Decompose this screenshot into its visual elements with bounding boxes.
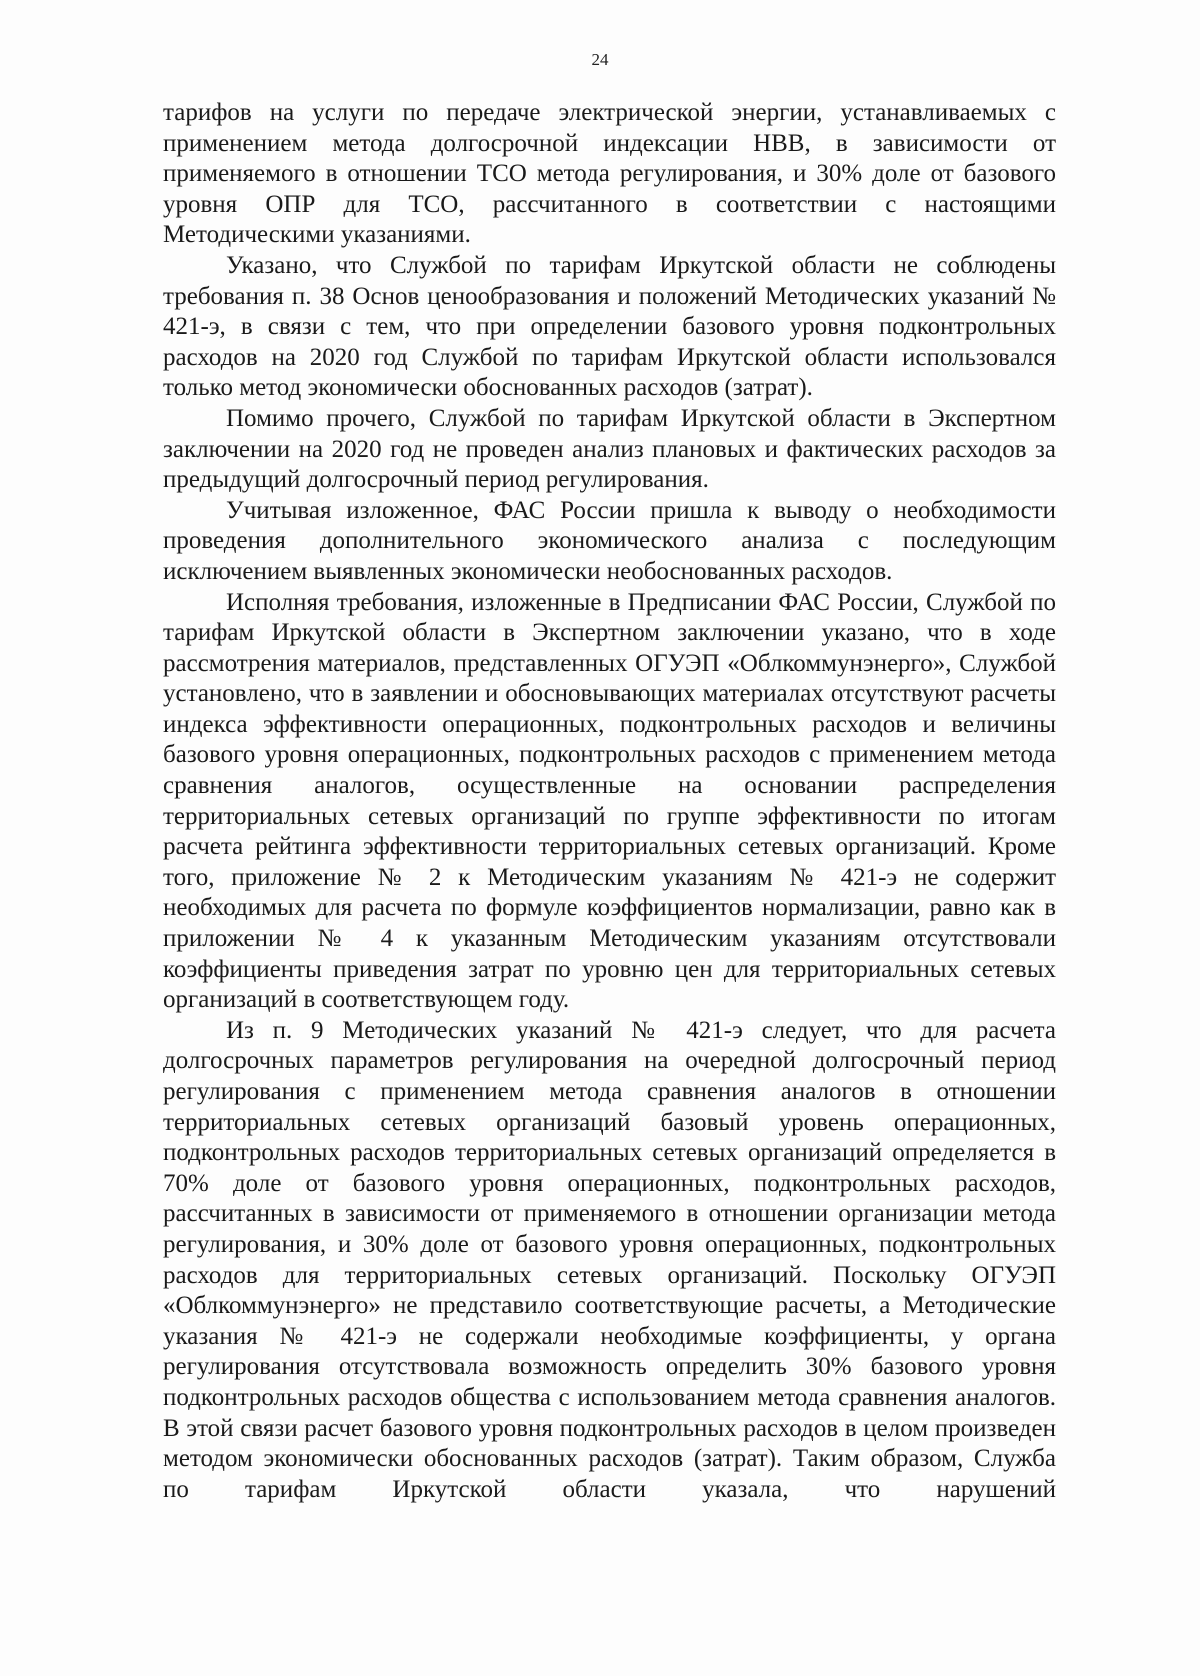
paragraph-analysis-missing: Помимо прочего, Службой по тарифам Иркутской области в Экспертном заключении на 2020 год не проведен анализ плановых и фактических расходов за предыдущий долгосрочный период регулирования.	[163, 404, 1056, 494]
paragraph-continuation: тарифов на услуги по передаче электрической энергии, устанавливаемых с применением метода долгосрочной индексации НВВ, в зависимости от применяемого в отношении ТСО метода регулирования, и 30% доле от базового уровня ОПР для ТСО, рассчитанного в соответствии с настоящими Методическими указаниями.	[163, 99, 1056, 249]
paragraph-violation-noted: Указано, что Службой по тарифам Иркутской области не соблюдены требования п. 38 Основ ценообразования и положений Методических указаний № 421-э, в связи с тем, что при определении базового уровня подконтрольных расходов на 2020 год Службой по тарифам Иркутской области использовался только метод экономически обоснованных расходов (затрат).	[163, 251, 1056, 402]
page-number: 24	[591, 50, 609, 69]
document-body	[163, 98, 1056, 1505]
paragraph-methodology-clause-9: Из п. 9 Методических указаний № 421-э следует, что для расчета долгосрочных параметров регулирования на очередной долгосрочный период регулирования с применением метода сравнения аналогов в отношении территориальных сетевых организаций базовый уровень операционных, подконтрольных расходов территориальных сетевых организаций определяется в 70% доле от базового уровня операционных, подконтрольных расходов, рассчитанных в зависимости от применяемого в отношении организации метода регулирования, и 30% доле от базового уровня операционных, подконтрольных расходов для территориальных сетевых организаций. Поскольку ОГУЭП «Облкоммунэнерго» не представило соответствующие расчеты, а Методические указания № 421-э не содержали необходимые коэффициенты, у органа регулирования отсутствовала возможность определить 30% базового уровня подконтрольных расходов общества с использованием метода сравнения аналогов. В этой связи расчет базового уровня подконтрольных расходов в целом произведен методом экономически обоснованных расходов (затрат). Таким образом, Служба по тарифам Иркутской области указала, что нарушений	[163, 1016, 1056, 1503]
paragraph-prescription-execution: Исполняя требования, изложенные в Предписании ФАС России, Службой по тарифам Иркутской области в Экспертном заключении указано, что в ходе рассмотрения материалов, представленных ОГУЭП «Облкоммунэнерго», Службой установлено, что в заявлении и обосновывающих материалах отсутствуют расчеты индекса эффективности операционных, подконтрольных расходов и величины базового уровня операционных, подконтрольных расходов с применением метода сравнения аналогов, осуществленные на основании распределения территориальных сетевых организаций по группе эффективности по итогам расчета рейтинга эффективности территориальных сетевых организаций. Кроме того, приложение № 2 к Методическим указаниям № 421-э не содержит необходимых для расчета по формуле коэффициентов нормализации, равно как в приложении № 4 к указанным Методическим указаниям отсутствовали коэффициенты приведения затрат по уровню цен для территориальных сетевых организаций в соответствующем году.	[163, 588, 1056, 1014]
paragraph-fas-conclusion: Учитывая изложенное, ФАС России пришла к выводу о необходимости проведения дополнительного экономического анализа с последующим исключением выявленных экономически необоснованных расходов.	[163, 496, 1056, 585]
